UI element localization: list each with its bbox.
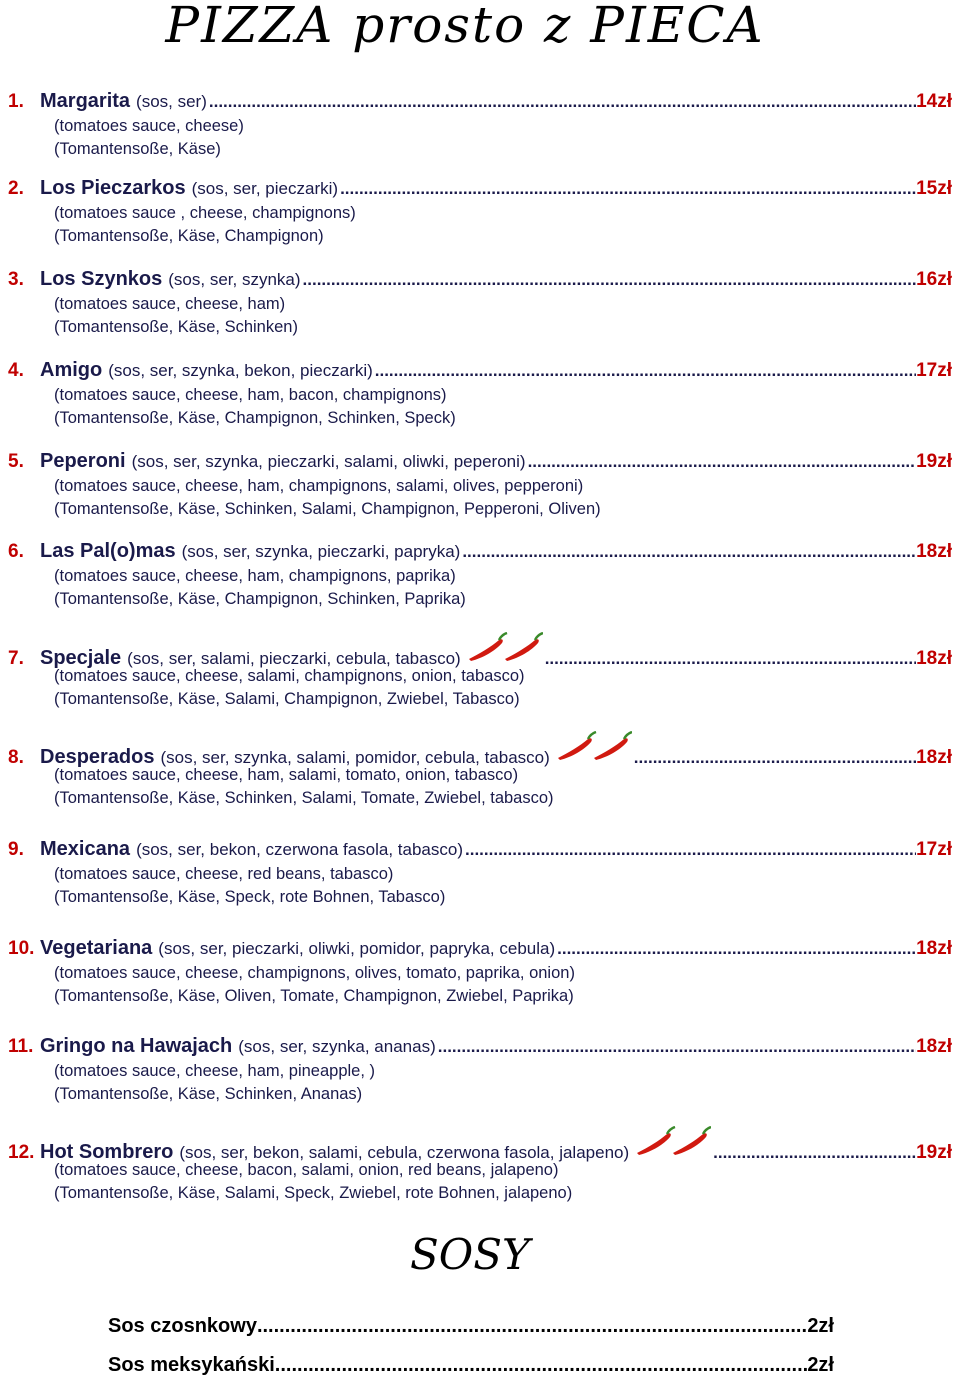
- item-ingredients-pl: (sos, ser, bekon, salami, cebula, czerwona fasola, jalapeno): [179, 1143, 630, 1162]
- item-name: Mexicana: [40, 838, 131, 860]
- menu-item: [8, 1033, 952, 1129]
- item-ingredients-pl: (sos, ser, szynka, salami, pomidor, cebula, tabasco): [160, 748, 550, 767]
- item-ingredients-en: (tomatoes sauce, cheese, ham, champignons, paprika): [54, 567, 456, 585]
- item-number: 9.: [8, 839, 24, 860]
- item-ingredients-pl: (sos, ser, szynka, pieczarki, salami, oliwki, peperoni): [131, 452, 526, 471]
- menu-item: [8, 538, 952, 634]
- sauce-name: Sos czosnkowy: [108, 1315, 257, 1337]
- item-ingredients-en: (tomatoes sauce, cheese, ham, champignons, salami, olives, pepperoni): [54, 477, 584, 495]
- item-number: 2.: [8, 178, 24, 199]
- item-ingredients-de: (Tomantensoße, Käse, Champignon, Schinken, Paprika): [54, 590, 466, 608]
- item-heading: [8, 1033, 952, 1059]
- dot-leader: [257, 1311, 807, 1341]
- dot-leader: [438, 1034, 916, 1060]
- item-ingredients-de: (Tomantensoße, Käse, Schinken, Ananas): [54, 1085, 363, 1103]
- chili-pepper-icon: [465, 638, 543, 664]
- item-name: Specjale: [40, 647, 122, 669]
- dot-leader: [465, 837, 916, 863]
- item-ingredients-de: (Tomantensoße, Käse, Champignon): [54, 227, 324, 245]
- item-ingredients-pl: (sos, ser, pieczarki): [191, 179, 339, 198]
- item-ingredients-en: (tomatoes sauce, cheese, ham): [54, 295, 286, 313]
- item-name: Las Pal(o)mas: [40, 540, 176, 562]
- item-ingredients-de: (Tomantensoße, Käse, Salami, Champignon, Zwiebel, Tabasco): [54, 690, 520, 708]
- item-heading: [8, 266, 952, 292]
- sauce-item: [108, 1311, 834, 1341]
- item-price: 14zł: [916, 91, 952, 112]
- menu-item: [8, 448, 952, 544]
- item-number: 3.: [8, 269, 24, 290]
- item-ingredients-pl: (sos, ser): [136, 92, 207, 111]
- sauces-title: SOSY: [410, 1230, 530, 1279]
- item-ingredients-en: (tomatoes sauce, cheese, champignons, olives, tomato, paprika, onion): [54, 964, 575, 982]
- dot-leader: [528, 449, 917, 475]
- item-name: Los Pieczarkos: [40, 177, 186, 199]
- item-price: 17zł: [916, 839, 952, 860]
- chili-pepper-icon: [554, 737, 632, 763]
- item-heading: [8, 357, 952, 383]
- item-ingredients-pl: (sos, ser, szynka, bekon, pieczarki): [108, 361, 373, 380]
- dot-leader: [340, 176, 916, 202]
- item-heading: [8, 737, 952, 768]
- item-ingredients-en: (tomatoes sauce, cheese): [54, 117, 244, 135]
- item-price: 16zł: [916, 269, 952, 290]
- dot-leader: [275, 1350, 808, 1380]
- item-price: 18zł: [916, 648, 952, 669]
- item-ingredients-de: (Tomantensoße, Käse, Schinken, Salami, Champignon, Pepperoni, Oliven): [54, 500, 601, 518]
- menu-item: [8, 1132, 952, 1228]
- item-number: 6.: [8, 541, 24, 562]
- item-ingredients-de: (Tomantensoße, Käse, Schinken, Salami, Tomate, Zwiebel, tabasco): [54, 789, 554, 807]
- item-name: Desperados: [40, 746, 155, 768]
- item-name: Hot Sombrero: [40, 1141, 174, 1163]
- menu-item: [8, 737, 952, 833]
- item-ingredients-de: (Tomantensoße, Käse, Schinken): [54, 318, 298, 336]
- menu-item: [8, 175, 952, 271]
- item-ingredients-pl: (sos, ser, salami, pieczarki, cebula, tabasco): [127, 649, 461, 668]
- item-ingredients-de: (Tomantensoße, Käse): [54, 140, 221, 158]
- item-heading: [8, 448, 952, 474]
- item-heading: [8, 638, 952, 669]
- item-price: 18zł: [916, 541, 952, 562]
- item-name: Peperoni: [40, 450, 126, 472]
- sauce-price: 2zł: [807, 1354, 834, 1376]
- dot-leader: [209, 89, 916, 115]
- item-heading: [8, 175, 952, 201]
- dot-leader: [303, 267, 917, 293]
- sauce-price: 2zł: [807, 1315, 834, 1337]
- item-number: 4.: [8, 360, 24, 381]
- item-name: Vegetariana: [40, 937, 153, 959]
- item-ingredients-en: (tomatoes sauce, cheese, ham, salami, tomato, onion, tabasco): [54, 766, 519, 784]
- item-number: 8.: [8, 747, 24, 768]
- item-name: Margarita: [40, 90, 131, 112]
- item-ingredients-en: (tomatoes sauce, cheese, ham, pineapple, ): [54, 1062, 376, 1080]
- item-price: 18zł: [916, 1036, 952, 1057]
- item-number: 1.: [8, 91, 24, 112]
- item-heading: [8, 935, 952, 961]
- item-price: 17zł: [916, 360, 952, 381]
- item-ingredients-pl: (sos, ser, szynka): [168, 270, 301, 289]
- item-name: Amigo: [40, 359, 103, 381]
- sauce-name: Sos meksykański: [108, 1354, 275, 1376]
- item-ingredients-en: (tomatoes sauce, cheese, red beans, tabasco): [54, 865, 394, 883]
- item-ingredients-en: (tomatoes sauce, cheese, salami, champignons, onion, tabasco): [54, 667, 525, 685]
- item-ingredients-de: (Tomantensoße, Käse, Speck, rote Bohnen, Tabasco): [54, 888, 446, 906]
- menu-item: [8, 935, 952, 1031]
- item-ingredients-pl: (sos, ser, szynka, ananas): [238, 1037, 436, 1056]
- item-price: 19zł: [916, 451, 952, 472]
- item-number: 11.: [8, 1036, 34, 1057]
- item-ingredients-de: (Tomantensoße, Käse, Salami, Speck, Zwiebel, rote Bohnen, jalapeno): [54, 1184, 573, 1202]
- item-number: 12.: [8, 1142, 35, 1163]
- item-heading: [8, 1132, 952, 1163]
- item-price: 18zł: [916, 747, 952, 768]
- item-ingredients-pl: (sos, ser, szynka, pieczarki, papryka): [181, 542, 461, 561]
- item-ingredients-pl: (sos, ser, bekon, czerwona fasola, tabasco): [136, 840, 464, 859]
- dot-leader: [557, 936, 916, 962]
- page-title: PIZZA prosto z PIECA: [165, 0, 765, 54]
- sauce-item: [108, 1350, 834, 1380]
- item-heading: [8, 88, 952, 114]
- menu-item: [8, 638, 952, 734]
- item-ingredients-en: (tomatoes sauce, cheese, ham, bacon, champignons): [54, 386, 447, 404]
- item-ingredients-pl: (sos, ser, pieczarki, oliwki, pomidor, papryka, cebula): [158, 939, 556, 958]
- item-ingredients-de: (Tomantensoße, Käse, Oliven, Tomate, Champignon, Zwiebel, Paprika): [54, 987, 574, 1005]
- menu-item: [8, 836, 952, 932]
- chili-pepper-icon: [633, 1132, 711, 1158]
- item-ingredients-en: (tomatoes sauce, cheese, bacon, salami, onion, red beans, jalapeno): [54, 1161, 559, 1179]
- menu-item: [8, 357, 952, 453]
- item-price: 19zł: [916, 1142, 952, 1163]
- item-number: 5.: [8, 451, 24, 472]
- item-number: 10.: [8, 938, 35, 959]
- menu-item: [8, 88, 952, 184]
- item-name: Gringo na Hawajach: [40, 1035, 233, 1057]
- item-price: 15zł: [916, 178, 952, 199]
- item-ingredients-en: (tomatoes sauce , cheese, champignons): [54, 204, 356, 222]
- item-ingredients-de: (Tomantensoße, Käse, Champignon, Schinken, Speck): [54, 409, 456, 427]
- item-heading: [8, 836, 952, 862]
- dot-leader: [462, 539, 916, 565]
- menu-item: [8, 266, 952, 362]
- item-heading: [8, 538, 952, 564]
- item-name: Los Szynkos: [40, 268, 163, 290]
- dot-leader: [375, 358, 916, 384]
- item-price: 18zł: [916, 938, 952, 959]
- item-number: 7.: [8, 648, 24, 669]
